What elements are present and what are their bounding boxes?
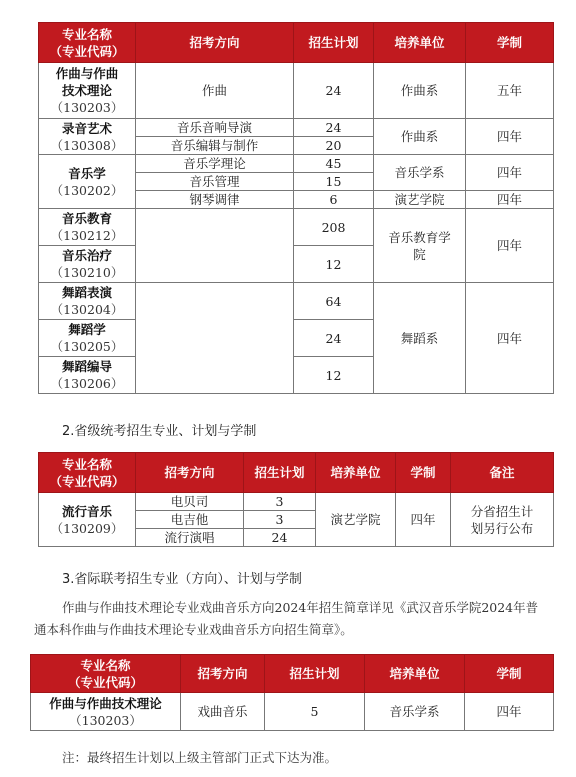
direction-cell <box>136 283 294 394</box>
header-plan: 招生计划 <box>244 453 316 493</box>
header-remark: 备注 <box>451 453 554 493</box>
years-cell: 四年 <box>466 283 554 394</box>
unit-cell: 舞蹈系 <box>374 283 466 394</box>
major-cell: 作曲与作曲 技术理论 （130203） <box>39 63 136 119</box>
plan-cell: 6 <box>294 191 374 209</box>
header-plan: 招生计划 <box>265 655 365 693</box>
header-years: 学制 <box>465 655 554 693</box>
header-direction: 招考方向 <box>136 23 294 63</box>
table-row <box>39 119 554 137</box>
plan-cell: 5 <box>265 693 365 731</box>
direction-cell: 电吉他 <box>136 511 244 529</box>
unit-cell: 作曲系 <box>374 119 466 155</box>
years-cell: 四年 <box>466 119 554 155</box>
direction-cell: 戏曲音乐 <box>181 693 265 731</box>
table-header-row <box>39 23 554 63</box>
table-header-row <box>39 453 554 493</box>
header-unit: 培养单位 <box>365 655 465 693</box>
table-row <box>39 283 554 320</box>
table-provincial-exam <box>38 452 554 547</box>
table-row <box>39 63 554 119</box>
footnote: 注：最终招生计划以上级主管部门正式下达为准。 <box>62 750 338 765</box>
header-plan: 招生计划 <box>294 23 374 63</box>
header-unit: 培养单位 <box>316 453 396 493</box>
plan-cell: 24 <box>294 320 374 357</box>
table-school-exam <box>38 22 554 394</box>
plan-cell: 15 <box>294 173 374 191</box>
direction-cell <box>136 209 294 283</box>
table-interprovincial-exam <box>30 654 554 731</box>
header-unit: 培养单位 <box>374 23 466 63</box>
table-row <box>39 493 554 511</box>
header-direction: 招考方向 <box>181 655 265 693</box>
plan-cell: 64 <box>294 283 374 320</box>
years-cell: 四年 <box>465 693 554 731</box>
direction-cell: 电贝司 <box>136 493 244 511</box>
major-cell: 流行音乐 （130209） <box>39 493 136 547</box>
direction-cell: 作曲 <box>136 63 294 119</box>
section-heading-interprovincial: 3.省际联考招生专业（方向）、计划与学制 <box>62 572 302 587</box>
plan-cell: 45 <box>294 155 374 173</box>
header-major: 专业名称 （专业代码） <box>31 655 181 693</box>
plan-cell: 20 <box>294 137 374 155</box>
major-cell: 作曲与作曲技术理论 （130203） <box>31 693 181 731</box>
header-major: 专业名称 （专业代码） <box>39 23 136 63</box>
plan-cell: 24 <box>294 63 374 119</box>
direction-cell: 音乐音响导演 <box>136 119 294 137</box>
unit-cell: 演艺学院 <box>316 493 396 547</box>
years-cell: 四年 <box>466 191 554 209</box>
unit-cell: 音乐学系 <box>365 693 465 731</box>
plan-cell: 12 <box>294 246 374 283</box>
direction-cell: 音乐管理 <box>136 173 294 191</box>
major-cell: 音乐教育 （130212） <box>39 209 136 246</box>
unit-cell: 音乐教育学 院 <box>374 209 466 283</box>
unit-cell: 作曲系 <box>374 63 466 119</box>
years-cell: 四年 <box>466 155 554 191</box>
table-header-row <box>31 655 554 693</box>
table-row <box>39 155 554 173</box>
years-cell: 四年 <box>396 493 451 547</box>
major-cell: 音乐治疗 （130210） <box>39 246 136 283</box>
plan-cell: 3 <box>244 511 316 529</box>
header-years: 学制 <box>466 23 554 63</box>
plan-cell: 24 <box>294 119 374 137</box>
major-cell: 录音艺术 （130308） <box>39 119 136 155</box>
direction-cell: 音乐编辑与制作 <box>136 137 294 155</box>
direction-cell: 流行演唱 <box>136 529 244 547</box>
unit-cell: 音乐学系 <box>374 155 466 191</box>
plan-cell: 3 <box>244 493 316 511</box>
section-heading-provincial: 2.省级统考招生专业、计划与学制 <box>62 424 257 439</box>
years-cell: 四年 <box>466 209 554 283</box>
table-row <box>31 693 554 731</box>
header-major: 专业名称 （专业代码） <box>39 453 136 493</box>
header-direction: 招考方向 <box>136 453 244 493</box>
major-cell: 舞蹈表演 （130204） <box>39 283 136 320</box>
years-cell: 五年 <box>466 63 554 119</box>
direction-cell: 钢琴调律 <box>136 191 294 209</box>
plan-cell: 12 <box>294 357 374 394</box>
major-cell: 舞蹈学 （130205） <box>39 320 136 357</box>
major-cell: 舞蹈编导 （130206） <box>39 357 136 394</box>
plan-cell: 24 <box>244 529 316 547</box>
remark-cell: 分省招生计 划另行公布 <box>451 493 554 547</box>
table-row <box>39 209 554 246</box>
plan-cell: 208 <box>294 209 374 246</box>
major-cell: 音乐学 （130202） <box>39 155 136 209</box>
unit-cell: 演艺学院 <box>374 191 466 209</box>
intro-paragraph: 作曲与作曲技术理论专业戏曲音乐方向2024年招生简章详见《武汉音乐学院2024年普通本科作曲与作曲技术理论专业戏曲音乐方向招生简章》。 <box>34 600 539 637</box>
header-years: 学制 <box>396 453 451 493</box>
direction-cell: 音乐学理论 <box>136 155 294 173</box>
